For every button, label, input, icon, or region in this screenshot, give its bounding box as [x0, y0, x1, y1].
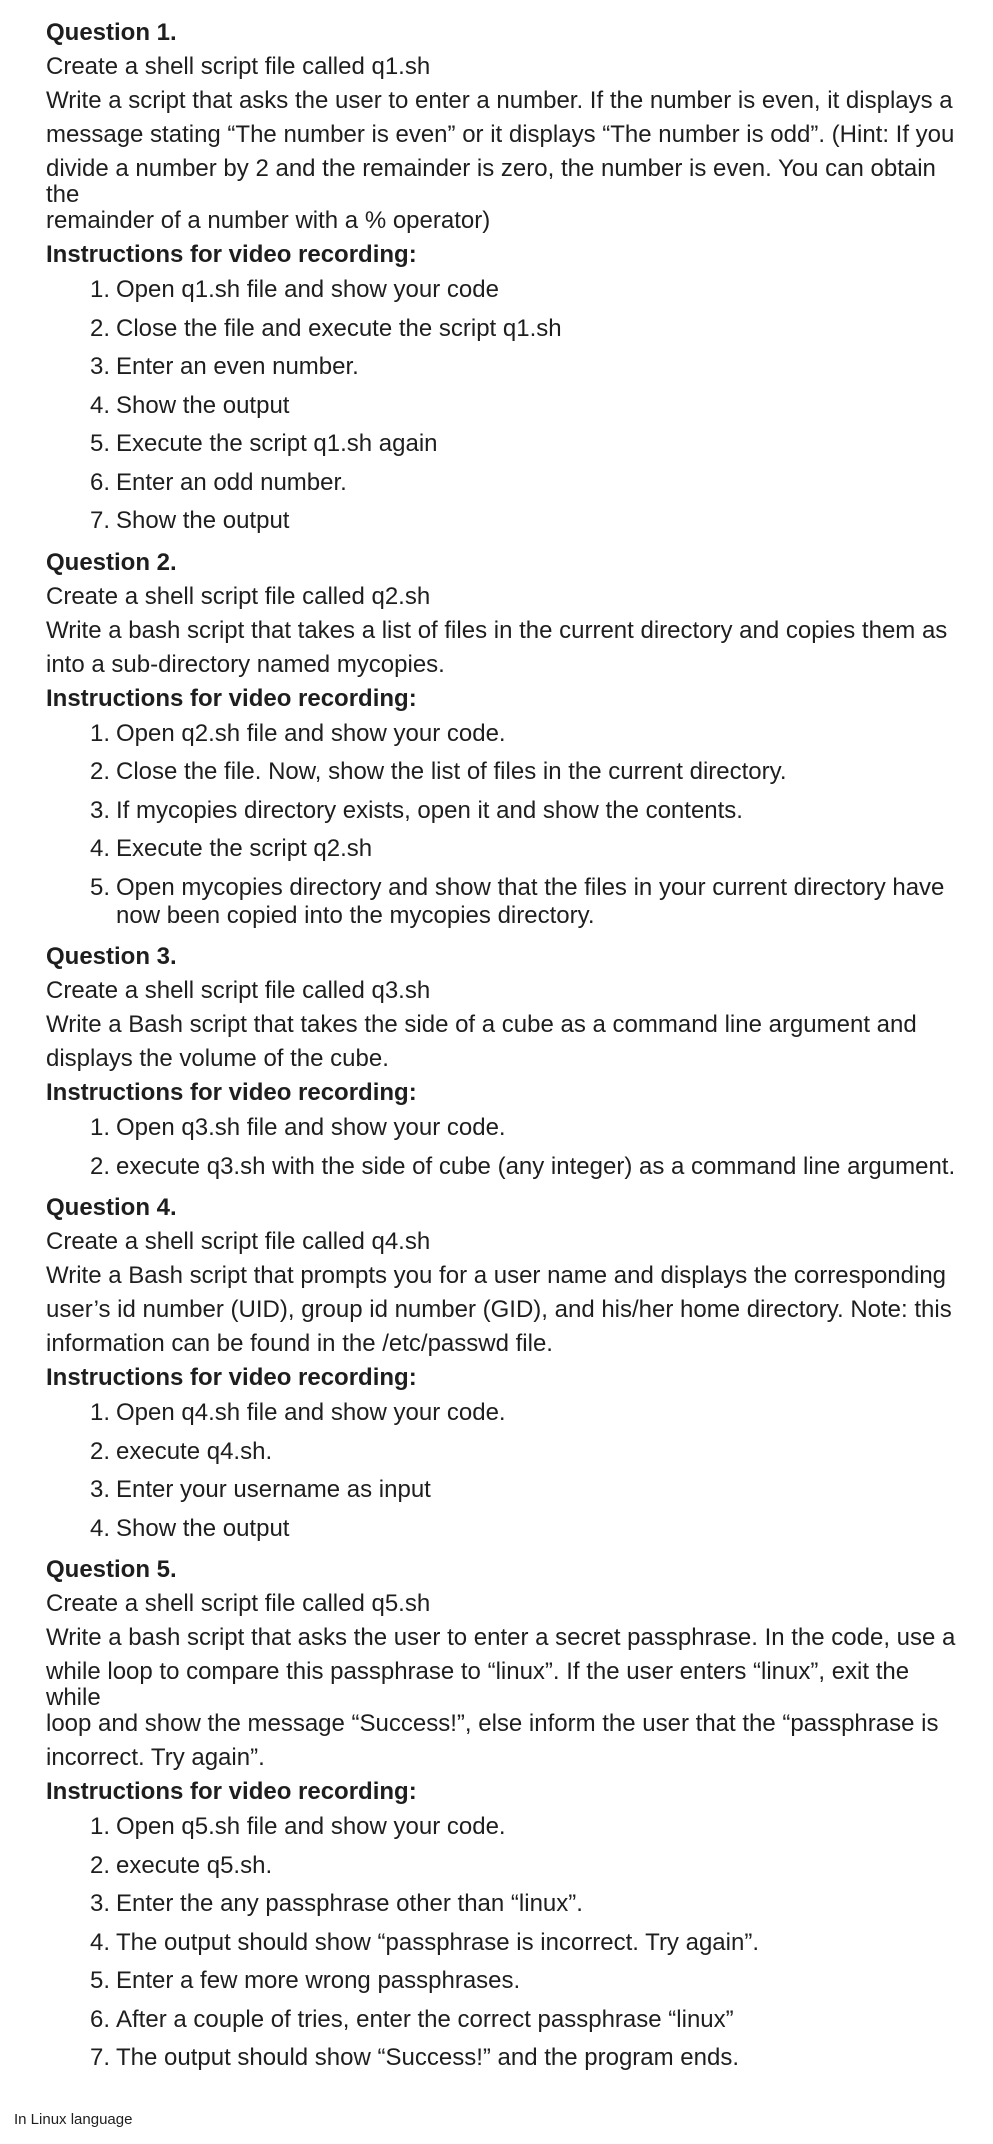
question-text-line: while loop to compare this passphrase to “linux”. If the user enters “linux”, exit the: [46, 1658, 910, 1685]
step-text: Enter an odd number.: [116, 468, 347, 496]
instruction-step: [90, 1438, 961, 1466]
instruction-step: [90, 797, 961, 825]
instruction-steps: [46, 276, 961, 535]
step-text: Open mycopies directory and show that the files in your current directory have now been copied into the mycopies directory.: [116, 873, 945, 929]
step-number: 1.: [90, 276, 111, 303]
instruction-step: [90, 469, 961, 497]
instruction-step: [90, 835, 961, 863]
question-title: Question 4.: [46, 1194, 177, 1221]
step-text: Execute the script q1.sh again: [116, 430, 438, 457]
step-text: Close the file and execute the script q1.sh: [116, 314, 562, 342]
question-text-line: Create a shell script file called q3.sh: [46, 977, 431, 1004]
instruction-step: [90, 1967, 961, 1995]
step-number: 3.: [90, 796, 111, 824]
step-number: 2.: [90, 1851, 111, 1879]
question-text-line: Write a Bash script that prompts you for a user name and displays the corresponding: [46, 1262, 947, 1289]
step-text: If mycopies directory exists, open it and show the contents.: [116, 796, 743, 824]
step-number: 2.: [90, 1437, 111, 1465]
step-text: After a couple of tries, enter the correct passphrase “linux”: [116, 2005, 734, 2033]
instruction-steps: [46, 720, 961, 930]
step-number: 3.: [90, 1476, 111, 1503]
step-number: 2.: [90, 314, 111, 342]
question-section: [46, 1553, 961, 2072]
step-number: 1.: [90, 1813, 111, 1840]
question-section: [46, 16, 961, 535]
step-number: 4.: [90, 1928, 111, 1956]
instruction-step: [90, 720, 961, 748]
instruction-step: [90, 276, 961, 304]
step-number: 5.: [90, 1967, 111, 1994]
instruction-step: [90, 1515, 961, 1543]
question-text-line: Create a shell script file called q5.sh: [46, 1590, 431, 1617]
step-number: 6.: [90, 2005, 111, 2033]
step-text: Close the file. Now, show the list of files in the current directory.: [116, 758, 787, 785]
instruction-steps: [46, 1813, 961, 2072]
question-text-line: Create a shell script file called q1.sh: [46, 53, 431, 80]
step-text: Open q4.sh file and show your code.: [116, 1399, 506, 1426]
instruction-step: [90, 392, 961, 420]
question-text-line: Write a script that asks the user to enter a number. If the number is even, it displays a: [46, 87, 953, 114]
instruction-step: [90, 1813, 961, 1841]
instruction-step: [90, 315, 961, 343]
step-text: Show the output: [116, 391, 290, 419]
question-title: Question 5.: [46, 1556, 177, 1583]
question-text-line: displays the volume of the cube.: [46, 1045, 389, 1072]
step-number: 2.: [90, 758, 111, 785]
step-number: 1.: [90, 1114, 111, 1141]
question-text-line: Write a bash script that takes a list of files in the current directory and copies them as: [46, 616, 948, 644]
question-text-line: Create a shell script file called q4.sh: [46, 1228, 431, 1255]
instruction-step: [90, 1114, 961, 1142]
instruction-step: [90, 2044, 961, 2072]
question-text-line: Write a bash script that asks the user to enter a secret passphrase. In the code, use a: [46, 1624, 956, 1651]
step-text: Execute the script q2.sh: [116, 835, 373, 862]
step-number: 3.: [90, 1890, 111, 1917]
question-text-line: message stating “The number is even” or it displays “The number is odd”. (Hint: If you: [46, 121, 955, 148]
question-text-line: Create a shell script file called q2.sh: [46, 582, 431, 610]
instruction-step: [90, 430, 961, 458]
instruction-step: [90, 1929, 961, 1957]
footer-note: In Linux language: [14, 2111, 133, 2128]
step-text: Open q5.sh file and show your code.: [116, 1813, 506, 1840]
assignment-document: [46, 16, 961, 2083]
step-text: Open q3.sh file and show your code.: [116, 1114, 506, 1141]
instructions-heading: Instructions for video recording:: [46, 1778, 417, 1805]
step-text: execute q5.sh.: [116, 1851, 273, 1879]
step-text: Enter an even number.: [116, 353, 359, 380]
step-text: Enter the any passphrase other than “linux”.: [116, 1890, 583, 1917]
instruction-steps: [46, 1114, 961, 1181]
question-text-line: loop and show the message “Success!”, else inform the user that the “passphrase is: [46, 1710, 939, 1737]
step-number: 7.: [90, 2044, 111, 2071]
question-title: Question 3.: [46, 943, 177, 970]
step-text: execute q4.sh.: [116, 1437, 273, 1465]
question-text-line: incorrect. Try again”.: [46, 1744, 265, 1771]
instruction-step: [90, 874, 961, 930]
instruction-step: [90, 1399, 961, 1427]
step-number: 5.: [90, 430, 111, 457]
question-section: [46, 546, 961, 930]
step-number: 1.: [90, 1399, 111, 1426]
instruction-step: [90, 1852, 961, 1880]
question-text-line: user’s id number (UID), group id number (GID), and his/her home directory. Note: this: [46, 1296, 952, 1323]
question-title: Question 2.: [46, 548, 177, 576]
step-number: 4.: [90, 391, 111, 419]
instruction-steps: [46, 1399, 961, 1543]
step-text: Show the output: [116, 507, 290, 534]
instruction-step: [90, 758, 961, 786]
question-text-line: the: [46, 181, 80, 208]
question-text-line: while: [46, 1684, 101, 1711]
step-text: Enter a few more wrong passphrases.: [116, 1967, 521, 1994]
step-number: 7.: [90, 507, 111, 534]
question-text-line: into a sub-directory named mycopies.: [46, 650, 445, 678]
instructions-heading: Instructions for video recording:: [46, 1364, 417, 1391]
instruction-step: [90, 2006, 961, 2034]
step-number: 2.: [90, 1152, 111, 1180]
instructions-heading: Instructions for video recording:: [46, 1079, 417, 1106]
step-text: The output should show “passphrase is incorrect. Try again”.: [116, 1928, 759, 1956]
question-text-line: information can be found in the /etc/passwd file.: [46, 1330, 553, 1357]
instruction-step: [90, 1153, 961, 1181]
step-text: execute q3.sh with the side of cube (any integer) as a command line argument.: [116, 1152, 956, 1180]
instruction-step: [90, 1890, 961, 1918]
question-text-line: Write a Bash script that takes the side of a cube as a command line argument and: [46, 1011, 917, 1038]
step-number: 6.: [90, 468, 111, 496]
instruction-step: [90, 507, 961, 535]
question-section: [46, 1191, 961, 1543]
step-text: Show the output: [116, 1514, 290, 1542]
question-text-line: remainder of a number with a % operator): [46, 207, 491, 234]
step-number: 1.: [90, 719, 111, 747]
instructions-heading: Instructions for video recording:: [46, 684, 417, 712]
step-text: Enter your username as input: [116, 1476, 431, 1503]
instruction-step: [90, 1476, 961, 1504]
step-text: Open q2.sh file and show your code.: [116, 719, 506, 747]
step-text: The output should show “Success!” and the program ends.: [116, 2044, 740, 2071]
instructions-heading: Instructions for video recording:: [46, 241, 417, 268]
question-section: [46, 940, 961, 1181]
instruction-step: [90, 353, 961, 381]
question-title: Question 1.: [46, 19, 177, 46]
step-number: 4.: [90, 835, 111, 862]
step-text: Open q1.sh file and show your code: [116, 276, 499, 303]
step-number: 4.: [90, 1514, 111, 1542]
step-number: 5.: [90, 873, 111, 901]
question-text-line: divide a number by 2 and the remainder is zero, the number is even. You can obtain: [46, 155, 936, 182]
step-number: 3.: [90, 353, 111, 380]
